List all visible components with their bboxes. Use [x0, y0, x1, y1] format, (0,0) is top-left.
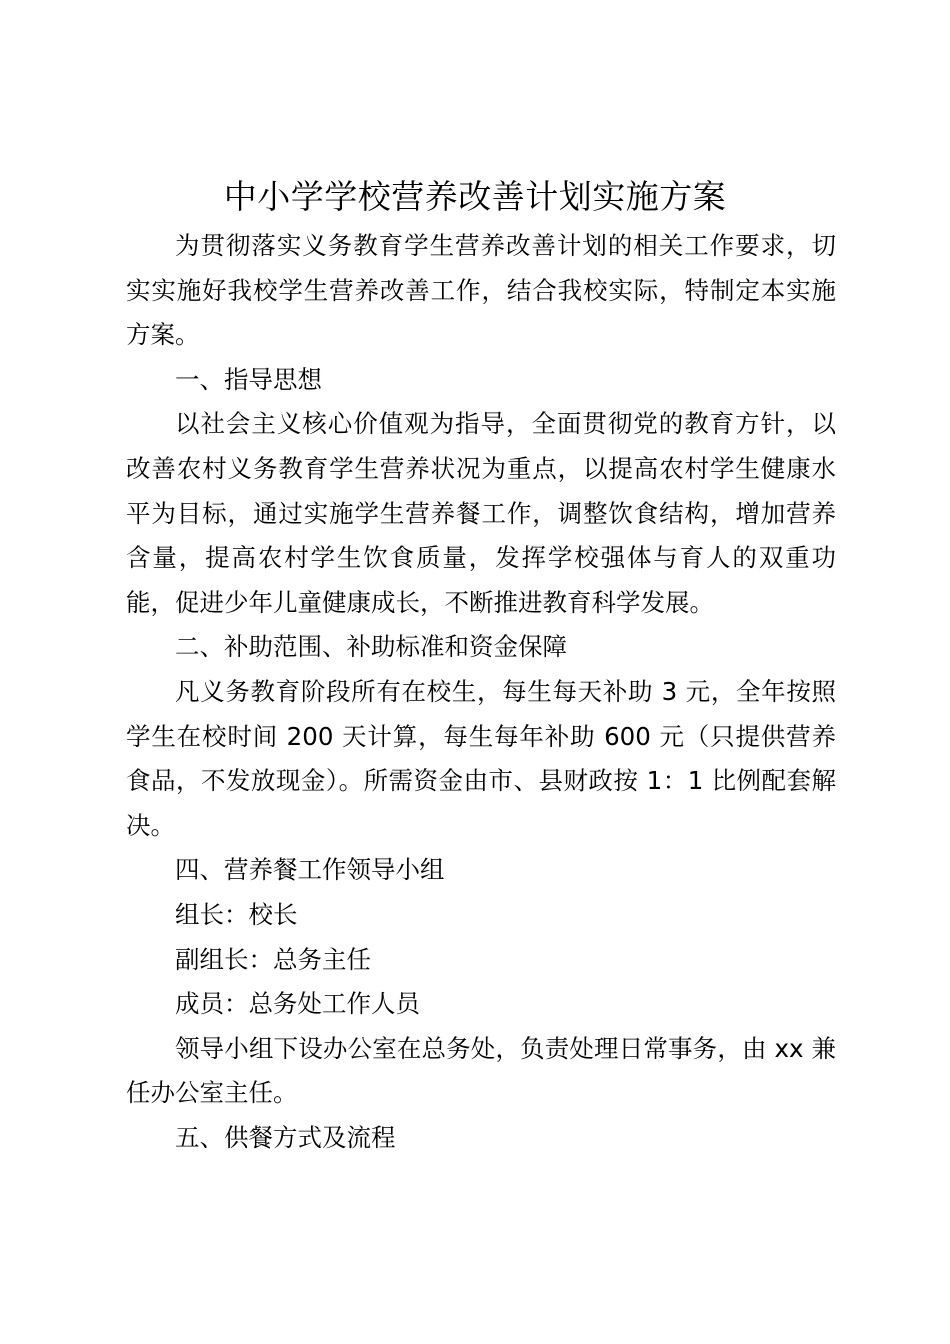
document-body: [126, 224, 836, 1160]
section-heading-leadership-group: 四、营养餐工作领导小组: [175, 855, 445, 885]
guiding-ideology-paragraph: 以社会主义核心价值观为指导，全面贯彻党的教育方针，以改善农村义务教育学生营养状况为重点，以提高农村学生健康水平为目标，通过实施学生营养餐工作，调整饮食结构，增加营养含量，提高农村学生饮食质量，发挥学校强体与育人的双重功能，促进少年儿童健康成长，不断推进教育科学发展。: [126, 409, 836, 617]
subsidy-paragraph: 凡义务教育阶段所有在校生，每生每天补助 3 元，全年按照学生在校时间 200 天计算，每生每年补助 600 元（只提供营养食品，不发放现金）。所需资金由市、县财政按 1：1 比例配套解决。: [126, 676, 836, 840]
section-heading-meal-supply: 五、供餐方式及流程: [175, 1122, 396, 1152]
group-leader-line: 组长：校长: [175, 899, 298, 929]
document-title: 中小学学校营养改善计划实施方案: [223, 177, 727, 216]
deputy-leader-line: 副组长：总务主任: [175, 944, 371, 974]
section-heading-guiding-ideology: 一、指导思想: [175, 364, 322, 394]
section-heading-subsidy: 二、补助范围、补助标准和资金保障: [175, 632, 567, 662]
office-paragraph: 领导小组下设办公室在总务处，负责处理日常事务，由 xx 兼任办公室主任。: [126, 1033, 836, 1108]
members-line: 成员：总务处工作人员: [175, 989, 420, 1019]
intro-paragraph: 为贯彻落实义务教育学生营养改善计划的相关工作要求，切实实施好我校学生营养改善工作，结合我校实际，特制定本实施方案。: [126, 231, 836, 350]
